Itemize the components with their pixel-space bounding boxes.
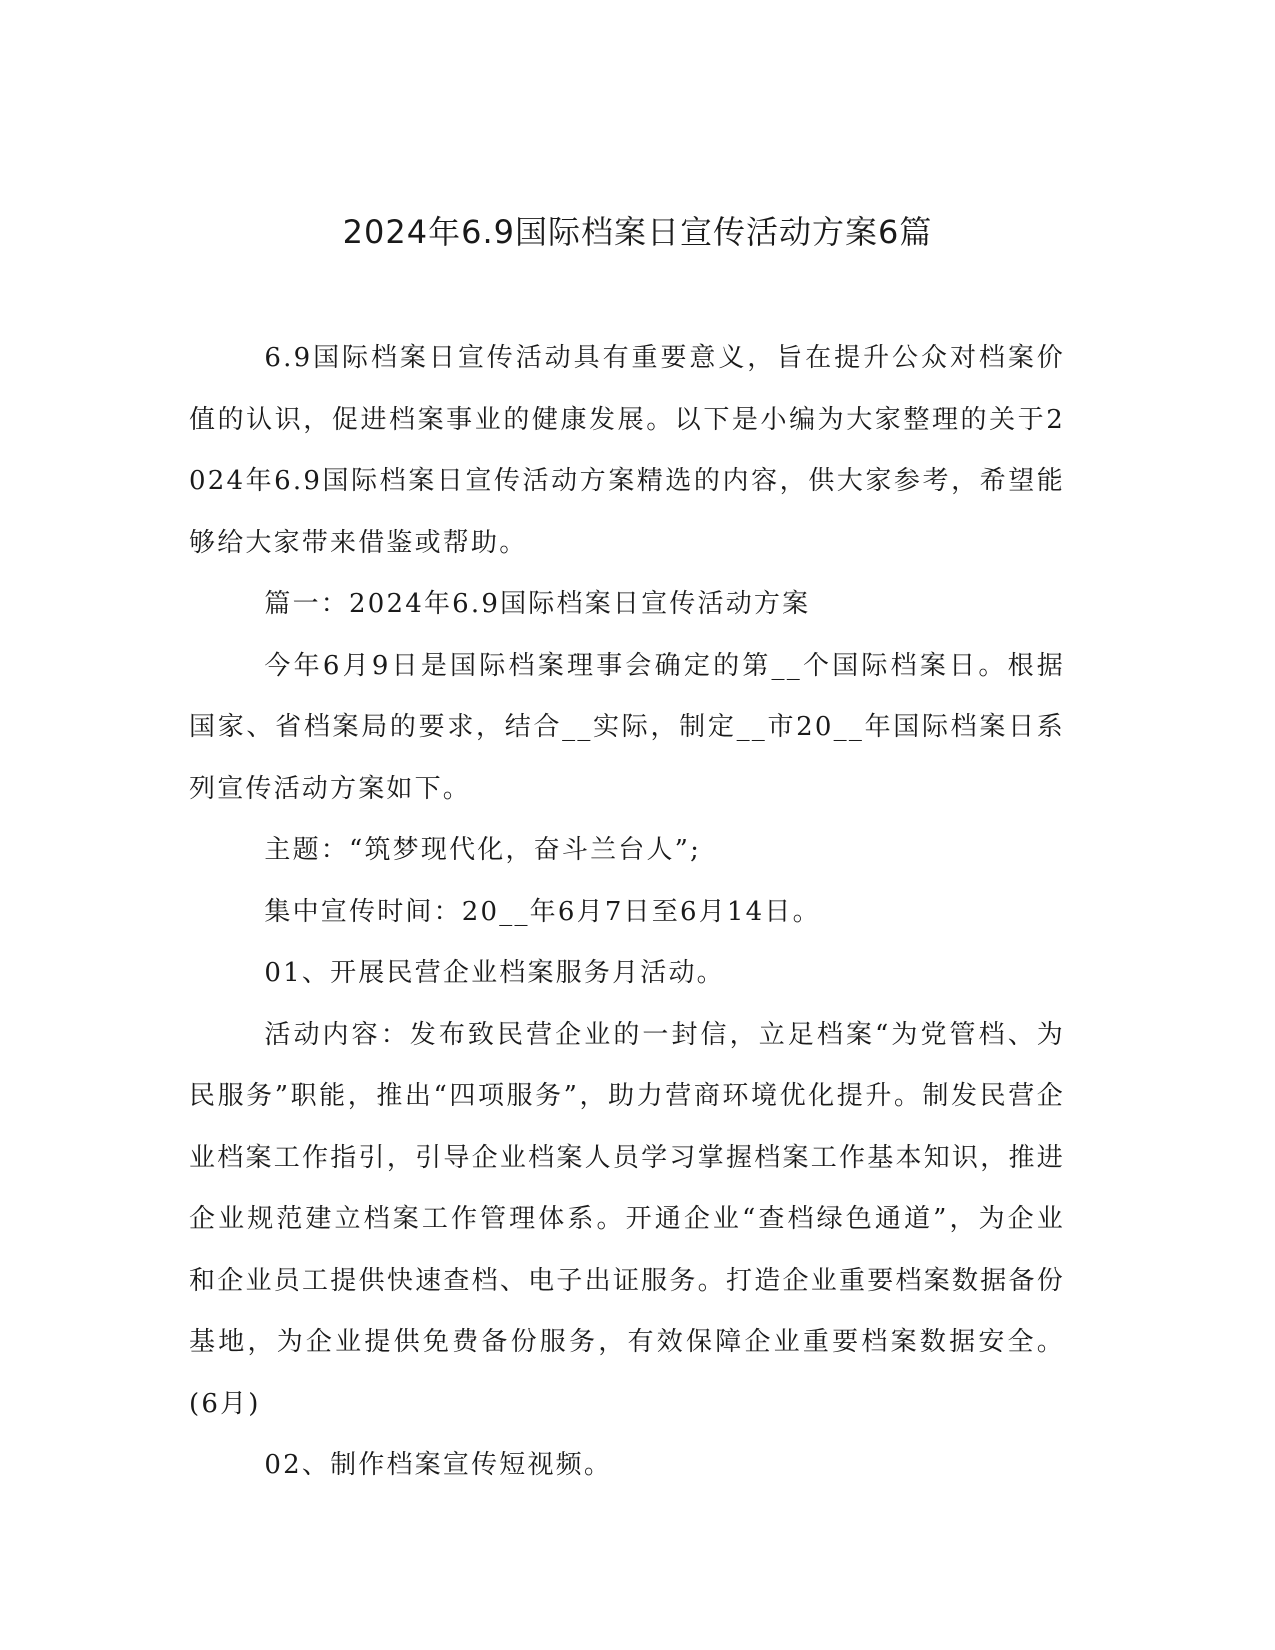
activity-heading-02: 02、制作档案宣传短视频。 — [264, 1450, 613, 1480]
schedule-line: 集中宣传时间：20__年6月7日至6月14日。 — [264, 896, 821, 927]
document-title: 2024年6.9国际档案日宣传活动方案6篇 — [342, 213, 933, 251]
activity-content-paragraph: 活动内容：发布致民营企业的一封信，立足档案“为党管档、为民服务”职能，推出“四项服务”，助力营商环境优化提升。制发民营企业档案工作指引，引导企业档案人员学习掌握档案工作基本知识，推进企业规范建立档案工作管理体系。开通企业“查档绿色通道”，为企业和企业员工提供快速查档、电子出证服务。打造企业重要档案数据备份基地，为企业提供免费备份服务，有效保障企业重要档案数据安全。(6月) — [189, 1019, 1065, 1419]
body-paragraph: 今年6月9日是国际档案理事会确定的第__个国际档案日。根据国家、省档案局的要求，结合__实际，制定__市20__年国际档案日系列宣传活动方案如下。 — [189, 650, 1065, 804]
intro-paragraph: 6.9国际档案日宣传活动具有重要意义，旨在提升公众对档案价值的认识，促进档案事业的健康发展。以下是小编为大家整理的关于2024年6.9国际档案日宣传活动方案精选的内容，供大家参考，希望能够给大家带来借鉴或帮助。 — [189, 343, 1065, 558]
section-heading-1: 篇一：2024年6.9国际档案日宣传活动方案 — [264, 589, 811, 619]
theme-line: 主题：“筑梦现代化，奋斗兰台人”; — [264, 835, 702, 865]
document-body — [189, 328, 1065, 1497]
activity-heading-01: 01、开展民营企业档案服务月活动。 — [264, 958, 725, 988]
